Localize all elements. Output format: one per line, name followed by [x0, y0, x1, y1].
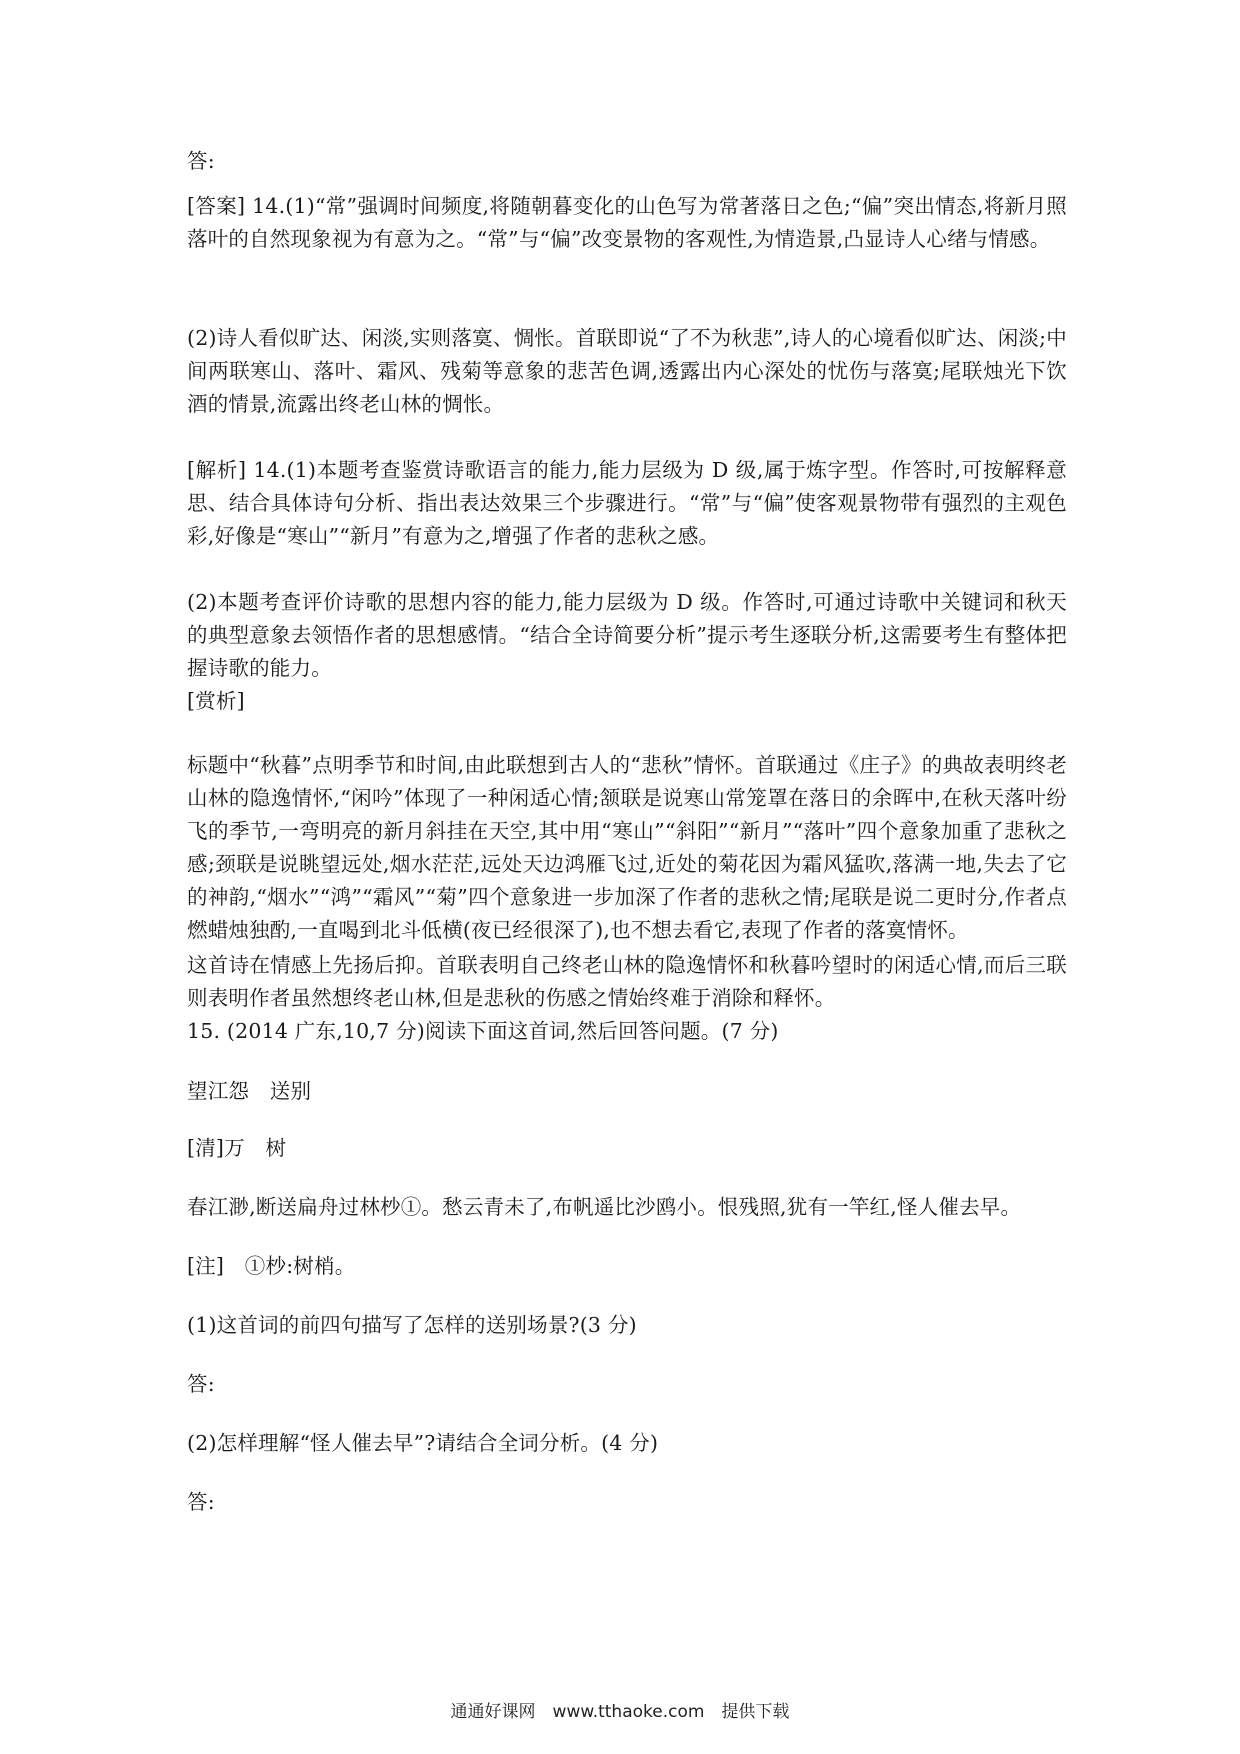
- question-15-heading: 15. (2014 广东,10,7 分)阅读下面这首词,然后回答问题。(7 分): [187, 1019, 779, 1043]
- answer-paragraph-2: (2)诗人看似旷达、闲淡,实则落寞、惆怅。首联即说“了不为秋悲”,诗人的心境看似旷达、闲淡;中间两联寒山、落叶、霜风、残菊等意象的悲苦色调,透露出内心深处的忧伤与落寞;尾联烛光下饮酒的情景,流露出终老山林的惆怅。: [187, 326, 1067, 416]
- page-footer: 通通好课网 www.tthaoke.com 提供下载: [450, 1702, 790, 1722]
- question-15-1: (1)这首词的前四句描写了怎样的送别场景?(3 分): [187, 1313, 637, 1337]
- appreciation-paragraph-1: 标题中“秋暮”点明季节和时间,由此联想到古人的“悲秋”情怀。首联通过《庄子》的典故表明终老山林的隐逸情怀,“闲吟”体现了一种闲适心情;颔联是说寒山常笼罩在落日的余晖中,在秋天落叶纷飞的季节,一弯明亮的新月斜挂在天空,其中用“寒山”“斜阳”“新月”“落叶”四个意象加重了悲秋之感;颈联是说眺望远处,烟水茫茫,远处天边鸿雁飞过,近处的菊花因为霜风猛吹,落满一地,失去了它的神韵,“烟水”“鸿”“霜风”“菊”四个意象进一步加深了作者的悲秋之情;尾联是说二更时分,作者点燃蜡烛独酌,一直喝到北斗低横(夜已经很深了),也不想去看它,表现了作者的落寞情怀。: [187, 753, 1067, 942]
- appreciation-heading: [赏析]: [187, 689, 245, 713]
- question-15-2: (2)怎样理解“怪人催去早”?请结合全词分析。(4 分): [187, 1431, 659, 1455]
- poem-text: 春江渺,断送扁舟过林杪①。愁云青未了,布帆遥比沙鸥小。恨残照,犹有一竿红,怪人催去早。: [187, 1195, 1022, 1219]
- appreciation-paragraph-2: 这首诗在情感上先扬后抑。首联表明自己终老山林的隐逸情怀和秋暮吟望时的闲适心情,而后三联则表明作者虽然想终老山林,但是悲秋的伤感之情始终难于消除和释怀。: [187, 953, 1067, 1010]
- answer-paragraph-1: [答案] 14.(1)“常”强调时间频度,将随朝暮变化的山色写为常著落日之色;“偏”突出情态,将新月照落叶的自然现象视为有意为之。“常”与“偏”改变景物的客观性,为情造景,凸显诗人心绪与情感。: [187, 194, 1067, 251]
- poem-note: [注] ①杪:树梢。: [187, 1254, 356, 1278]
- analysis-paragraph-2: (2)本题考查评价诗歌的思想内容的能力,能力层级为 D 级。作答时,可通过诗歌中关键词和秋天的典型意象去领悟作者的思想感情。“结合全诗简要分析”提示考生逐联分析,这需要考生有整体把握诗歌的能力。: [187, 590, 1067, 680]
- poem-title: 望江怨 送别: [187, 1079, 312, 1103]
- answer-prompt-2: 答:: [187, 1372, 215, 1396]
- answer-prompt-3: 答:: [187, 1490, 215, 1514]
- poem-author: [清]万 树: [187, 1136, 287, 1160]
- analysis-paragraph-1: [解析] 14.(1)本题考查鉴赏诗歌语言的能力,能力层级为 D 级,属于炼字型。作答时,可按解释意思、结合具体诗句分析、指出表达效果三个步骤进行。“常”与“偏”使客观景物带有强烈的主观色彩,好像是“寒山”“新月”有意为之,增强了作者的悲秋之感。: [187, 458, 1067, 548]
- answer-prompt-1: 答:: [187, 149, 215, 173]
